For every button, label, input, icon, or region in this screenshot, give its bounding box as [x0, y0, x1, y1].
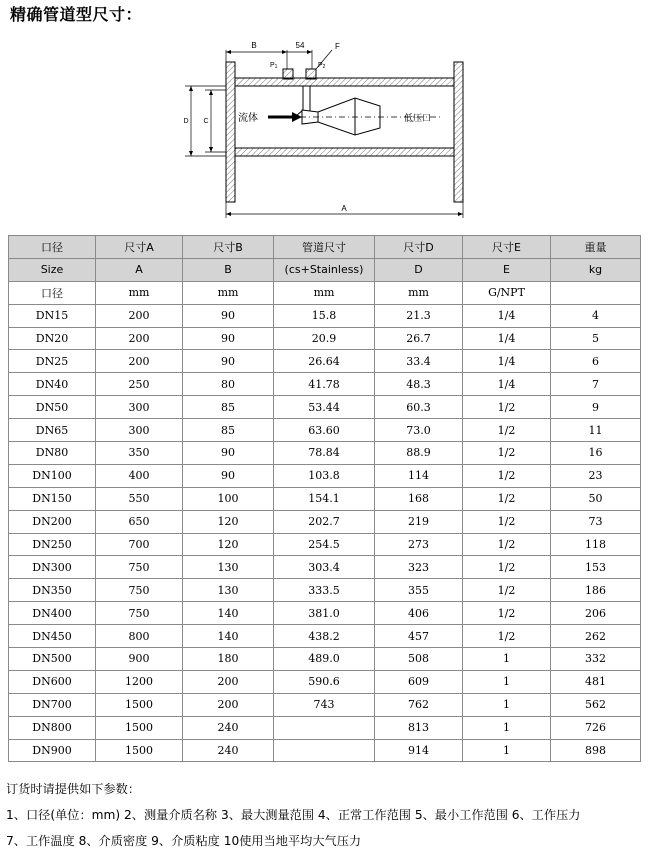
table-cell: 130: [183, 579, 274, 602]
table-cell: kg: [551, 258, 641, 281]
table-row: [9, 419, 641, 442]
table-header-row: [9, 236, 641, 259]
table-cell: 489.0: [274, 648, 375, 671]
table-cell: 85: [183, 396, 274, 419]
table-cell: 120: [183, 533, 274, 556]
table-cell: 200: [183, 670, 274, 693]
table-cell: 26.7: [375, 327, 463, 350]
table-row: [9, 304, 641, 327]
table-cell: DN450: [9, 625, 96, 648]
table-cell: 尺寸D: [375, 236, 463, 259]
table-cell: 48.3: [375, 373, 463, 396]
table-row: [9, 739, 641, 762]
table-cell: E: [463, 258, 551, 281]
table-cell: 4: [551, 304, 641, 327]
table-cell: 900: [96, 648, 183, 671]
table-cell: 262: [551, 625, 641, 648]
left-flange: [226, 62, 235, 202]
table-cell: 153: [551, 556, 641, 579]
table-cell: 168: [375, 487, 463, 510]
table-row: [9, 670, 641, 693]
table-cell: G/NPT: [463, 281, 551, 304]
table-cell: DN80: [9, 442, 96, 465]
table-cell: 140: [183, 602, 274, 625]
table-cell: 273: [375, 533, 463, 556]
table-cell: DN600: [9, 670, 96, 693]
table-cell: DN20: [9, 327, 96, 350]
right-flange: [454, 62, 463, 202]
table-cell: 80: [183, 373, 274, 396]
table-cell: 63.60: [274, 419, 375, 442]
dimension-table: [8, 235, 641, 762]
table-cell: DN250: [9, 533, 96, 556]
table-cell: 33.4: [375, 350, 463, 373]
table-cell: DN500: [9, 648, 96, 671]
table-cell: (cs+Stainless): [274, 258, 375, 281]
table-cell: 898: [551, 739, 641, 762]
table-cell: 重量: [551, 236, 641, 259]
table-cell: 254.5: [274, 533, 375, 556]
table-cell: 140: [183, 625, 274, 648]
notes-line-1: 1、口径(单位：mm) 2、测量介质名称 3、最大测量范围 4、正常工作范围 5、最小工作范围 6、工作压力: [6, 808, 581, 822]
table-cell: 200: [96, 304, 183, 327]
table-row: [9, 396, 641, 419]
table-cell: 481: [551, 670, 641, 693]
table-cell: 200: [183, 693, 274, 716]
table-cell: 16: [551, 442, 641, 465]
order-notes: [6, 776, 646, 854]
table-cell: 130: [183, 556, 274, 579]
table-cell: 1: [463, 693, 551, 716]
table-cell: 6: [551, 350, 641, 373]
table-cell: 762: [375, 693, 463, 716]
table-cell: 750: [96, 602, 183, 625]
table-cell: 800: [96, 625, 183, 648]
table-row: [9, 716, 641, 739]
table-cell: 90: [183, 464, 274, 487]
label-c: C: [203, 118, 209, 125]
table-row: [9, 510, 641, 533]
table-cell: 381.0: [274, 602, 375, 625]
label-d: D: [183, 118, 189, 125]
table-cell: DN300: [9, 556, 96, 579]
table-row: [9, 533, 641, 556]
table-cell: 550: [96, 487, 183, 510]
table-cell: 15.8: [274, 304, 375, 327]
label-b: B: [251, 41, 257, 50]
table-cell: 88.9: [375, 442, 463, 465]
label-a: A: [341, 204, 347, 213]
table-cell: 管道尺寸: [274, 236, 375, 259]
label-54: 54: [295, 41, 305, 50]
table-cell: 1/2: [463, 396, 551, 419]
table-cell: 26.64: [274, 350, 375, 373]
table-cell: 1: [463, 670, 551, 693]
table-cell: B: [183, 258, 274, 281]
table-cell: 78.84: [274, 442, 375, 465]
table-row: [9, 625, 641, 648]
tap-p1: [283, 69, 293, 79]
table-cell: 726: [551, 716, 641, 739]
table-cell: 590.6: [274, 670, 375, 693]
cone-element: [302, 98, 380, 135]
table-cell: 1/2: [463, 579, 551, 602]
label-f: F: [335, 42, 340, 51]
table-cell: 1/2: [463, 625, 551, 648]
table-cell: 73.0: [375, 419, 463, 442]
table-cell: 53.44: [274, 396, 375, 419]
table-cell: 438.2: [274, 625, 375, 648]
table-header-row: [9, 258, 641, 281]
table-cell: 1/2: [463, 556, 551, 579]
low-pressure-label: 低压口: [404, 114, 432, 124]
table-row: [9, 464, 641, 487]
table-cell: 457: [375, 625, 463, 648]
table-cell: 350: [96, 442, 183, 465]
table-cell: Size: [9, 258, 96, 281]
table-cell: 73: [551, 510, 641, 533]
table-cell: 尺寸A: [96, 236, 183, 259]
table-cell: 90: [183, 442, 274, 465]
table-cell: DN800: [9, 716, 96, 739]
label-p2: P2: [318, 62, 326, 70]
table-cell: 219: [375, 510, 463, 533]
table-cell: 1/2: [463, 442, 551, 465]
table-row: [9, 327, 641, 350]
table-cell: 尺寸B: [183, 236, 274, 259]
table-cell: 813: [375, 716, 463, 739]
table-row: [9, 556, 641, 579]
table-cell: 1/2: [463, 510, 551, 533]
table-cell: 202.7: [274, 510, 375, 533]
table-cell: 333.5: [274, 579, 375, 602]
table-cell: 250: [96, 373, 183, 396]
table-cell: 120: [183, 510, 274, 533]
label-p1: P1: [270, 62, 278, 70]
table-cell: mm: [96, 281, 183, 304]
table-cell: 60.3: [375, 396, 463, 419]
table-cell: 750: [96, 556, 183, 579]
table-cell: 300: [96, 396, 183, 419]
table-cell: DN700: [9, 693, 96, 716]
table-cell: 609: [375, 670, 463, 693]
table-row: [9, 373, 641, 396]
flow-label: 流体: [238, 113, 258, 124]
table-cell: 90: [183, 350, 274, 373]
page-title: 精确管道型尺寸：: [10, 5, 143, 24]
table-row: [9, 579, 641, 602]
table-cell: mm: [375, 281, 463, 304]
table-cell: 650: [96, 510, 183, 533]
table-cell: 1/4: [463, 373, 551, 396]
table-cell: 700: [96, 533, 183, 556]
table-cell: 303.4: [274, 556, 375, 579]
table-cell: 200: [96, 350, 183, 373]
table-cell: 1: [463, 648, 551, 671]
table-cell: 406: [375, 602, 463, 625]
table-cell: 1500: [96, 693, 183, 716]
table-cell: 323: [375, 556, 463, 579]
table-units-row: [9, 281, 641, 304]
table-row: [9, 487, 641, 510]
table-cell: DN400: [9, 602, 96, 625]
table-cell: 口径: [9, 281, 96, 304]
flowmeter-dimension-diagram: [0, 28, 650, 223]
table-cell: DN40: [9, 373, 96, 396]
table-cell: 180: [183, 648, 274, 671]
table-cell: 154.1: [274, 487, 375, 510]
table-cell: 332: [551, 648, 641, 671]
table-cell: 9: [551, 396, 641, 419]
table-cell: [274, 716, 375, 739]
table-cell: 5: [551, 327, 641, 350]
table-cell: 100: [183, 487, 274, 510]
table-cell: DN50: [9, 396, 96, 419]
table-cell: 85: [183, 419, 274, 442]
table-cell: DN25: [9, 350, 96, 373]
table-cell: 508: [375, 648, 463, 671]
table-cell: mm: [274, 281, 375, 304]
table-cell: 1/2: [463, 464, 551, 487]
table-cell: 114: [375, 464, 463, 487]
table-cell: DN200: [9, 510, 96, 533]
table-cell: 118: [551, 533, 641, 556]
table-cell: 20.9: [274, 327, 375, 350]
table-cell: [551, 281, 641, 304]
table-cell: 21.3: [375, 304, 463, 327]
table-cell: 400: [96, 464, 183, 487]
table-cell: 90: [183, 327, 274, 350]
table-cell: 1/4: [463, 327, 551, 350]
table-cell: 562: [551, 693, 641, 716]
table-cell: 355: [375, 579, 463, 602]
table-cell: 1/4: [463, 350, 551, 373]
table-cell: 50: [551, 487, 641, 510]
table-row: [9, 648, 641, 671]
table-cell: 1: [463, 739, 551, 762]
table-cell: 1500: [96, 716, 183, 739]
table-cell: 7: [551, 373, 641, 396]
table-cell: 1/2: [463, 487, 551, 510]
table-cell: DN65: [9, 419, 96, 442]
notes-line-2: 7、工作温度 8、介质密度 9、介质粘度 10使用当地平均大气压力: [6, 834, 362, 848]
table-cell: 186: [551, 579, 641, 602]
table-row: [9, 602, 641, 625]
table-cell: 200: [96, 327, 183, 350]
table-cell: 300: [96, 419, 183, 442]
table-cell: 尺寸E: [463, 236, 551, 259]
table-row: [9, 693, 641, 716]
table-cell: 103.8: [274, 464, 375, 487]
table-cell: DN900: [9, 739, 96, 762]
table-cell: 750: [96, 579, 183, 602]
table-cell: 41.78: [274, 373, 375, 396]
table-cell: 743: [274, 693, 375, 716]
pipe-top-wall: [235, 78, 454, 86]
table-cell: 11: [551, 419, 641, 442]
table-cell: DN150: [9, 487, 96, 510]
table-cell: 90: [183, 304, 274, 327]
table-row: [9, 350, 641, 373]
table-cell: 240: [183, 739, 274, 762]
tap-p2: [306, 69, 316, 79]
notes-heading: 订货时请提供如下参数：: [6, 782, 141, 796]
table-cell: 1/4: [463, 304, 551, 327]
table-row: [9, 442, 641, 465]
table-cell: [274, 739, 375, 762]
table-cell: 1500: [96, 739, 183, 762]
table-cell: D: [375, 258, 463, 281]
table-cell: 23: [551, 464, 641, 487]
table-cell: 914: [375, 739, 463, 762]
pipe-bottom-wall: [235, 148, 454, 156]
table-cell: 1200: [96, 670, 183, 693]
table-cell: 1/2: [463, 533, 551, 556]
table-cell: A: [96, 258, 183, 281]
table-cell: DN15: [9, 304, 96, 327]
table-cell: 206: [551, 602, 641, 625]
table-cell: 1: [463, 716, 551, 739]
table-cell: 1/2: [463, 602, 551, 625]
table-cell: 口径: [9, 236, 96, 259]
table-cell: DN350: [9, 579, 96, 602]
table-cell: 1/2: [463, 419, 551, 442]
table-cell: mm: [183, 281, 274, 304]
table-cell: DN100: [9, 464, 96, 487]
table-cell: 240: [183, 716, 274, 739]
